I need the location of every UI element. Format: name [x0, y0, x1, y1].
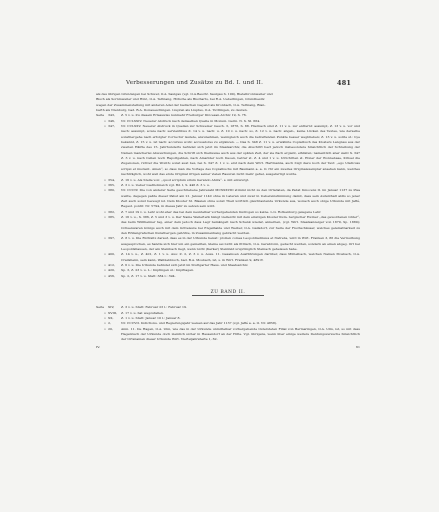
- entry-page-ref: 420,: [108, 268, 115, 273]
- entry-page-ref: XIV,: [108, 305, 115, 310]
- intro-paragraph: [96, 92, 360, 113]
- footer-sheet-number: 61: [356, 345, 360, 349]
- section-heading-text: ZU BAND II.: [210, 290, 246, 296]
- intro-line: barth als Nienburg, bad. B.A. Donaueschingen. Liupfen als Liupfes, O.A. Tuttlingen, zu deuten.: [96, 108, 248, 113]
- entry-page-ref: 365,: [108, 182, 115, 187]
- entry-text: Nr. CCLXXV. Neuerer Abdruck in Quellen zur Schweizer Gesch. 3, 1876, S. 88. Hiernach sind Z. 11 v. u. zur entfernt: assumpt, Z. 13 v. u. vor und nach: assumpt, sowie nach: servientibus Z. 14 v. u. nach: u. Z. 10 v. u. nach: so, Z. 12 v. u. nach: abgeb., keine Lücken des Textes, wie derselbe sonsthergehe nach erfolgter Correctur lautete, anzunehmen, wenngleich auch die betreffenden Punkte besser wegblieben; Z. 13 v. u. solite st.: bye bekannt, Z. 15 v. u. ist nach: accursus wohl: accusatores zu ergänzen. — Das S. 348 Z. 11 v. u. erwähnte Copialbuch des Klosters Langnau aus der zweiten Hälfte des 15. Jahrhunderts befindet sich jetzt im Staatsarchiv, die Abschrift bezt jedoch insbesondere hinsichtlich der Schreibung der Namen mancherlei Abweichungen, die Schrift sich theilweise auch aus der späten Zeit, der sie flach ergiebt, erklären; namentlich aber sieht S. 347 Z. 3 v. u. nach Cellen noch Rapoltgehlen, nach Amarider noch Deoen, betrar st. Z. 4 und 1 v. u. Ulrichriten st. Ebner der Wonnebase, Kriisel die Zugenonen, richter die Wonth; sonst aust bez, bei S. 347 Z. 1 v. u. erst nach dem Wört. Hartmanns, auch folgt dazu noch der Text: „ego Ulaticuss scripsi et insclent. Amen“, so dass man die Vorlage des Copialbuchs mit Baumann a. a. O. für ein zweites Originalexemplar ansehen kann, welches nachträglich, wohl weil das erste Original irrigen seiner vielen Rasuren nicht mehr gefiel, ausgefertigt wurde.: [121, 124, 360, 177]
- entry-page-ref: XVIII,: [108, 310, 118, 315]
- entry-text: Z. 14 v. u., Z. 401, Z. 1 v. u. Aus: Z. 2, Z. 3 v. u. Auss. 11. Gesamoen Ausführungen darüber, dass Mühelbach, welchen Namen Mosbach, O.A. Crailsheim, sein kann, Walblebbisch, bad. B.A. Mosbach, ist, s. in Wirt. Franken 9, 489 ff.: [121, 252, 360, 262]
- correction-entry: [96, 274, 360, 279]
- entry-page-label: [96, 252, 104, 263]
- entry-text: Z. 3 v. u. Ueber Liedholmeich vgl. Bd. I, S. 446 Z. 3 v. u.: [121, 182, 210, 187]
- entry-page-ref: 354,: [108, 177, 115, 182]
- document-body: [96, 92, 360, 343]
- entry-ditto-mark: »: [104, 188, 106, 193]
- entry-text: Nr. CCCIV. Die von anderer Seite geschriebene Jahrezahl MCXXXVIII stimmt nicht zu den Ortsdaten, da Pabst Innocenz II. im Januar 1137 zu Pisa weilte, dagegen paßte dieser Pabst am 21. Januar 1140 ohne in Lateran und zwar in Uebereinstimmung damit, dass sein Aufenthalt aldls so jener Zeit auch sonst bezeugt ist. Dem Kloster St. Blasien ohne sonst Theil wörtlich gleichlautende Urkunde aus, wonach auch obige Urkunde mit Jaffé, Regest. pontif. Nr. 5794, in dieses Jahr zu setzen sein wird.: [121, 188, 360, 209]
- entry-ditto-mark: »: [104, 310, 106, 315]
- entry-page-label: Seite: [96, 113, 105, 118]
- entry-page-ref: 382,: [108, 209, 115, 214]
- entry-text: Sp. 2, Z. 17 v. u. Statt: 384 l.: 394.: [121, 273, 176, 278]
- entry-ditto-mark: »: [104, 263, 106, 267]
- entry-page-label: [96, 124, 104, 177]
- section-divider: [192, 295, 264, 296]
- entry-page-ref: 347,: [108, 124, 115, 129]
- entry-ditto-mark: »: [104, 214, 106, 219]
- entry-ditto-mark: »: [104, 118, 106, 123]
- running-header: [96, 79, 351, 91]
- correction-entry: [96, 252, 360, 263]
- entry-text: Z. 6 v. u. Die Urkunde befindet sich jetzt im Stuttgarter Haus- und Staatsarchiv.: [121, 263, 249, 267]
- entry-page-label: [96, 188, 104, 209]
- footer-signature: IV.: [96, 345, 100, 349]
- entry-ditto-mark: »: [104, 273, 106, 278]
- intro-line: wegen der Zusammenstellung mit anderen Adel der badischen Gegend als Kronbach, O.A. Tettnang, Blan-: [96, 102, 266, 107]
- entry-text: Z. 8 v. u. Die Richtsitz darauf, dass es in der Urkunde heisst: proßen comes Leopoldiadinsus et fratrebs, wird in Wirt. Franken 3, 86 die Vermuthung ausgesprochen, es handle sich hier um ein gemeilten, kleine sei nicht als fittüsch, O.A. Gerabronn, gedacht werden, sondern an einen abgeg. Ort bei Leopoldshausen, der am Steinbach liegt, wenn nicht (Kerker) Steinfeld ursprünglich Steinach geheissen habe.: [121, 236, 360, 251]
- entry-ditto-mark: »: [104, 268, 106, 273]
- entry-page-ref: 456,: [108, 273, 115, 278]
- entry-page-ref: 397,: [108, 236, 115, 241]
- header-title: Verbesserungen und Zusätze zu Bd. I. und II.: [126, 80, 264, 86]
- section-heading: [96, 290, 360, 296]
- correction-entry: [96, 124, 360, 177]
- entry-page-label: [96, 274, 104, 279]
- correction-entry: [96, 327, 360, 343]
- correction-entry: [96, 236, 360, 252]
- entry-ditto-mark: »: [104, 236, 106, 241]
- entry-page-label: [96, 236, 104, 252]
- entry-page-ref: 346,: [108, 118, 115, 123]
- entry-page-ref: XX,: [108, 316, 114, 321]
- entry-text: Anm. 11. De Hagen, O.A. Ulm, wie das in der Urkunde unmittelbar vorhergehende Ostersteten Filial von Bermaringen, O.A. Ulm, ist, so mit dass Hagenbuch der Urkunde doch ziemlich sicher in Hessendorf an der Hitte. Vgl. übrigens, wenn über einige weitere Dentungsversuche hinsichtlich der Ortsnamen dieser Urkunde Wirt. Vierteljahrshefte 1, 62.: [121, 326, 360, 342]
- entry-page-ref: 20,: [108, 326, 113, 331]
- entry-text: Z. 1 v. u. Statt: Januar 10 l.: Januar 8.: [121, 316, 181, 321]
- entry-ditto-mark: »: [104, 182, 106, 187]
- entry-page-label: [96, 215, 104, 236]
- entry-page-ref: 2,: [108, 321, 111, 326]
- correction-entry: [96, 188, 360, 209]
- entry-page-ref: 385,: [108, 214, 115, 219]
- entry-ditto-mark: »: [104, 321, 106, 326]
- entry-text: Z. 5 v. u. Zu diesem Erlasswiss nunmehr Freiburger Diöcesan-Archiv 19, S. 76.: [121, 113, 247, 118]
- entry-ditto-mark: »: [104, 124, 106, 129]
- entry-text: Z. 17 v. u. hat wegzufallen.: [121, 310, 164, 315]
- entry-page-label: Seite: [96, 305, 105, 310]
- entry-text: Z. 16 v. u. Als Stelle von: „quod scriptum situm Gerando Ahira“. s. mit entwurgt.: [121, 177, 250, 182]
- entry-text: Z. 7 und 19 v. u. Lehr wohl eher das bei dem neuntelbar vorhergehenden Instrogen so keine. L.G. Rotkenburg gelegene Lehr.: [121, 209, 322, 214]
- entry-text: Nr. CCLXXIV. Neuerer Abdruck nach demselben Quelle in Monum. Germ. N. S. XI. 664.: [121, 118, 261, 123]
- corrections-band-2: [96, 305, 360, 342]
- entry-page-label: [96, 327, 104, 343]
- entry-text: Sp. 3, Z. 23 v. u. L.: Impfingen st.: Impfhagen.: [121, 268, 195, 273]
- entry-text: Z. 16 v. u., S. 386, Z. 5 und 3 v. u. Der Name Weilerterk hängt vielleicht mit dem einstigen Kloster Kum- bergischer Ewiner „das gewordenen Güter“, das beim Wüllheimer tag, einer dem jedoch dass Lagr bemängelt nach Schenk wieder, annernen, (vgl. Wirt. Staatsanzeiger von 1879, Sp. 1889); Ochsenwaren königs auch mit dem Götteleute bei Engelhalde und Weiber, O.A. Gailsdorf, zur Seite der Fischschäuser, welches gelemstbarkeit zu den Höllengrafschen Kunstbergen gehöhte, in Zusammenhang gebracht werden.: [121, 214, 360, 235]
- entry-ditto-mark: »: [104, 252, 106, 257]
- intro-line: Bisch als Sornmweiler und Hinf., O.A. Tettnang, Höfsche als Bischarts, bei R.A. Ueberlingen, Grundbesitz: [96, 97, 265, 102]
- entry-page-ref: 400,: [108, 252, 115, 257]
- page-number: 481: [337, 79, 351, 87]
- entry-text: Z. 3 v. u. Statt: Februar 23 l.: Februar 19.: [121, 305, 187, 310]
- entry-page-ref: 343,: [108, 113, 115, 118]
- entry-ditto-mark: »: [104, 326, 106, 331]
- correction-entry: [96, 215, 360, 236]
- intro-line: als des übrigen Grundeigen bei Schwer, O.A. Saulgau (vgl. O.A.Beschr. Saulgau S. 199), Bietelbronnweiler und: [96, 92, 273, 96]
- corrections-band-1: [96, 113, 360, 279]
- entry-text: Nr. CCCVII. Indictions- und Regierungsjahr weisen auf das Jahr 1137 (vgl. Jaffé a. a. O. Nr. 4858).: [121, 321, 278, 326]
- entry-page-ref: 412,: [108, 263, 115, 267]
- entry-ditto-mark: »: [104, 209, 106, 214]
- entry-ditto-mark: »: [104, 177, 106, 182]
- entry-ditto-mark: »: [104, 316, 106, 321]
- page-footer: [96, 345, 360, 349]
- entry-page-ref: 380,: [108, 188, 115, 193]
